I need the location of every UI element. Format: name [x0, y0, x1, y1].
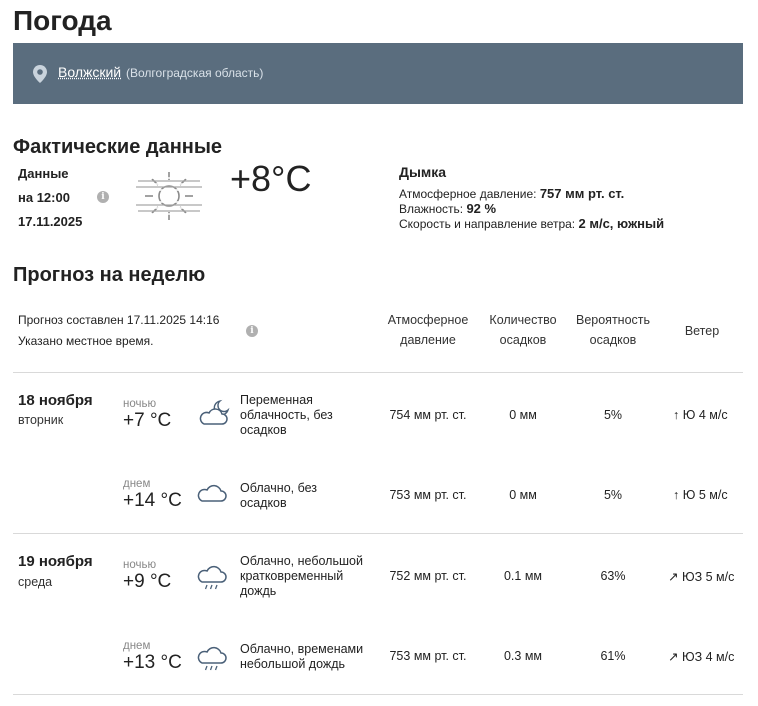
temperature-value: +13 °C [123, 652, 182, 673]
divider [13, 694, 743, 695]
temperature-value: +14 °C [123, 490, 182, 511]
day-weekday: вторник [18, 413, 64, 427]
haze-sun-icon [134, 166, 204, 226]
col-header-precipitation: Количество осадков [489, 313, 557, 347]
partly-cloudy-night-icon [196, 398, 232, 428]
pressure-value: 757 мм рт. ст. [539, 186, 625, 201]
wind-label: Скорость и направление ветра: [399, 217, 576, 231]
wind-arrow-northeast-icon: ↗ [668, 570, 679, 584]
wind-arrow-up-icon: ↑ [673, 408, 680, 422]
current-label-line2: на 12:00 [18, 190, 70, 205]
current-humidity [399, 201, 496, 216]
period-label: днем [123, 478, 151, 490]
probability-cell: 63% [600, 569, 626, 583]
temperature-value: +7 °C [123, 410, 172, 431]
wind-cell: ↑ Ю 4 м/с [673, 408, 728, 422]
temperature-value: +9 °C [123, 571, 172, 592]
probability-cell: 5% [603, 408, 623, 422]
current-pressure [399, 186, 624, 201]
wind-value: 2 м/с, южный [578, 216, 665, 231]
condition-description: Облачно, временами небольшой дождь [240, 642, 364, 671]
precipitation-cell: 0 мм [509, 488, 537, 502]
location-city-link[interactable]: Волжский [58, 64, 122, 80]
forecast-compiled: Прогноз составлен 17.11.2025 14:16 [18, 313, 220, 327]
current-condition: Дымка [399, 164, 447, 180]
condition-description: Облачно, небольшой кратковременный дождь [240, 554, 363, 598]
current-temperature: +8°C [230, 158, 312, 199]
precipitation-cell: 0.3 мм [503, 649, 543, 663]
current-section-title: Фактические данные [13, 136, 223, 158]
period-label: днем [123, 640, 151, 652]
pressure-label: Атмосферное давление: [399, 187, 537, 201]
pressure-cell: 753 мм рт. ст. [389, 649, 467, 663]
precipitation-cell: 0.1 мм [503, 569, 543, 583]
location-bar [13, 43, 743, 104]
page-title: Погода [13, 5, 112, 36]
period-label: ночью [123, 559, 157, 571]
info-icon[interactable]: i [246, 325, 258, 337]
wind-cell: ↗ ЮЗ 5 м/с [668, 570, 735, 584]
current-date: 17.11.2025 [18, 214, 83, 229]
col-header-wind: Ветер [684, 324, 720, 338]
humidity-label: Влажность: [399, 202, 464, 216]
wind-arrow-northeast-icon: ↗ [668, 650, 679, 664]
day-weekday: среда [18, 575, 53, 589]
pressure-cell: 753 мм рт. ст. [389, 488, 467, 502]
cloud-rain-icon [196, 645, 228, 675]
day-date: 19 ноября [18, 553, 93, 570]
divider [13, 372, 743, 373]
location-pin-icon [33, 65, 47, 83]
wind-cell: ↑ Ю 5 м/с [673, 488, 728, 502]
wind-cell: ↗ ЮЗ 4 м/с [668, 650, 735, 664]
condition-description: Переменная облачность, без осадков [240, 393, 333, 437]
info-icon[interactable]: i [97, 191, 109, 203]
period-label: ночью [123, 398, 157, 410]
cloud-icon [196, 481, 228, 505]
wind-arrow-up-icon: ↑ [673, 488, 680, 502]
current-label-line1: Данные [18, 166, 69, 181]
cloud-rain-icon [196, 564, 228, 594]
precipitation-cell: 0 мм [509, 408, 537, 422]
col-header-pressure: Атмосферное давление [387, 313, 469, 347]
forecast-section-title: Прогноз на неделю [13, 264, 206, 286]
col-header-probability: Вероятность осадков [575, 313, 651, 347]
condition-description: Облачно, без осадков [240, 481, 318, 510]
probability-cell: 61% [600, 649, 626, 663]
current-wind [399, 216, 664, 231]
probability-cell: 5% [603, 488, 623, 502]
forecast-local-time-note: Указано местное время. [18, 334, 154, 348]
pressure-cell: 752 мм рт. ст. [389, 569, 467, 583]
day-date: 18 ноября [18, 392, 93, 409]
humidity-value: 92 % [466, 201, 497, 216]
pressure-cell: 754 мм рт. ст. [389, 408, 467, 422]
divider [13, 533, 743, 534]
location-region: (Волгоградская область) [126, 66, 264, 80]
